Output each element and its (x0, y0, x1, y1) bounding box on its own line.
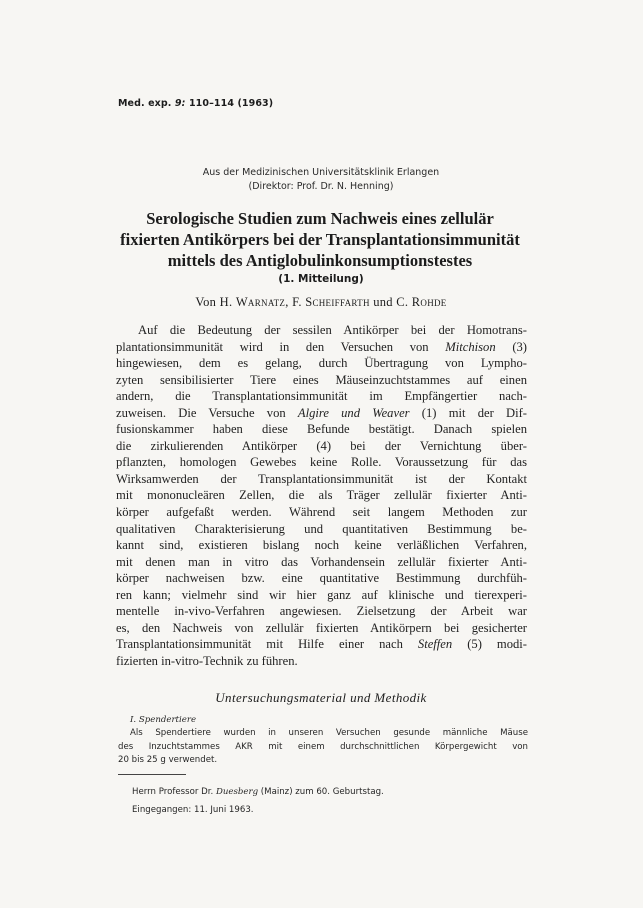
body-line: Auf die Bedeutung der sessilen Antikörper bei der Homotrans- (138, 323, 527, 337)
received-date: Eingegangen: 11. Juni 1963. (132, 805, 254, 815)
article-subtitle: (1. Mitteilung) (278, 273, 364, 285)
body-line: mit mononucleären Zellen, die als Träger zellulär fixierter Anti- (116, 488, 527, 503)
body-line: qualitativen Charakterisierung und quantitativen Bestimmung be- (116, 521, 527, 536)
author-scheiffarth: Scheiffarth (305, 295, 370, 309)
body-line: körper aufgefaßt werden. Während seit langem Methoden zur (116, 505, 527, 520)
body-line: Wirksamwerden der Transplantationsimmunität ist der Kontakt (116, 471, 527, 486)
title-line-3: mittels des Antiglobulinkonsumptionstestes (167, 251, 473, 270)
footnote-block (132, 783, 384, 819)
cited-author: Mitchison (445, 339, 496, 354)
cited-author: Steffen (417, 637, 453, 652)
journal-name: Med. exp. (118, 98, 172, 109)
methods-block (118, 714, 528, 767)
journal-citation (118, 98, 273, 109)
body-line: fusionskammer haben diese Befunde bestätigt. Danach spielen (116, 422, 527, 437)
dedication-prefix: Herrn Professor Dr. (132, 787, 214, 797)
body-line: pflanzten, homologen Gewebes keine Rolle. Voraussetzung für das (116, 455, 527, 470)
section-heading: Untersuchungsmaterial und Methodik (215, 690, 427, 705)
methods-line: des Inzuchtstammes AKR mit einem durchschnittlichen Körpergewicht von (118, 741, 528, 752)
institution-name: Aus der Medizinischen Universitätsklinik Erlangen (202, 167, 440, 178)
title-line-2: fixierten Antikörpers bei der Transplantationsimmunität (120, 230, 520, 249)
footnote-divider (118, 774, 186, 775)
cited-author: Algire und Weaver (297, 405, 410, 420)
author-line (118, 295, 524, 310)
body-text (116, 322, 527, 669)
body-line: es, den Nachweis von zellulär fixierten Antikörpern bei gesicherter (116, 620, 527, 635)
body-line: fizierten in-vitro-Technik zu führen. (116, 653, 298, 668)
body-line: körper nachweisen bzw. eine quantitative Bestimmung durchfüh- (116, 571, 527, 586)
dedication-name: Duesberg (215, 787, 259, 797)
article-title (100, 208, 540, 271)
body-line: mit denen man in vitro das Vorhandensein zellulär fixierter Anti- (116, 554, 527, 569)
methods-line: 20 bis 25 g verwendet. (118, 754, 218, 765)
subsection-heading: I. Spendertiere (130, 715, 197, 725)
body-line: mentelle in-vivo-Verfahren angewiesen. Zielsetzung der Arbeit war (116, 604, 527, 619)
body-line: die zirkulierenden Antikörper (4) bei der Vernichtung über- (116, 438, 527, 453)
author-warnatz: Warnatz (235, 295, 286, 309)
body-line: kannt sind, existieren bislang noch keine verläßlichen Verfahren, (116, 538, 527, 553)
journal-volume: 9: (174, 98, 186, 109)
author-separator-2: und C. (369, 295, 409, 309)
author-rohde: Rohde (411, 295, 447, 309)
institution-director: (Direktor: Prof. Dr. N. Henning) (248, 181, 394, 192)
dedication-line (132, 783, 384, 801)
body-line: zuweisen. Die Versuche von Algire und Weaver (1) mit der Dif- (116, 405, 527, 420)
body-line: ren kann; vielmehr sind wir hier ganz auf klinische und tierexperi- (116, 587, 527, 602)
author-separator-1: , F. (285, 295, 302, 309)
journal-pages-year: 110–114 (1963) (188, 98, 274, 109)
body-line: plantationsimmunität wird in den Versuchen von Mitchison (3) (116, 339, 527, 354)
title-line-1: Serologische Studien zum Nachweis eines zellulär (146, 209, 494, 228)
body-line: Transplantationsimmunität mit Hilfe einer nach Steffen (5) modi- (116, 637, 527, 652)
methods-line: Als Spendertiere wurden in unseren Versuchen gesunde männliche Mäuse (130, 728, 528, 739)
dedication-suffix: (Mainz) zum 60. Geburtstag. (258, 787, 384, 797)
body-line: hingewiesen, dem es gelang, durch Übertragung von Lympho- (116, 356, 527, 371)
body-line: andern, die Transplantationsimmunität im Empfängertier nach- (116, 389, 527, 404)
body-line: zyten sensibilisierter Tiere eines Mäuseinzuchtstammes auf einen (116, 372, 527, 387)
institution-block (118, 166, 524, 194)
author-prefix: Von H. (195, 295, 233, 309)
